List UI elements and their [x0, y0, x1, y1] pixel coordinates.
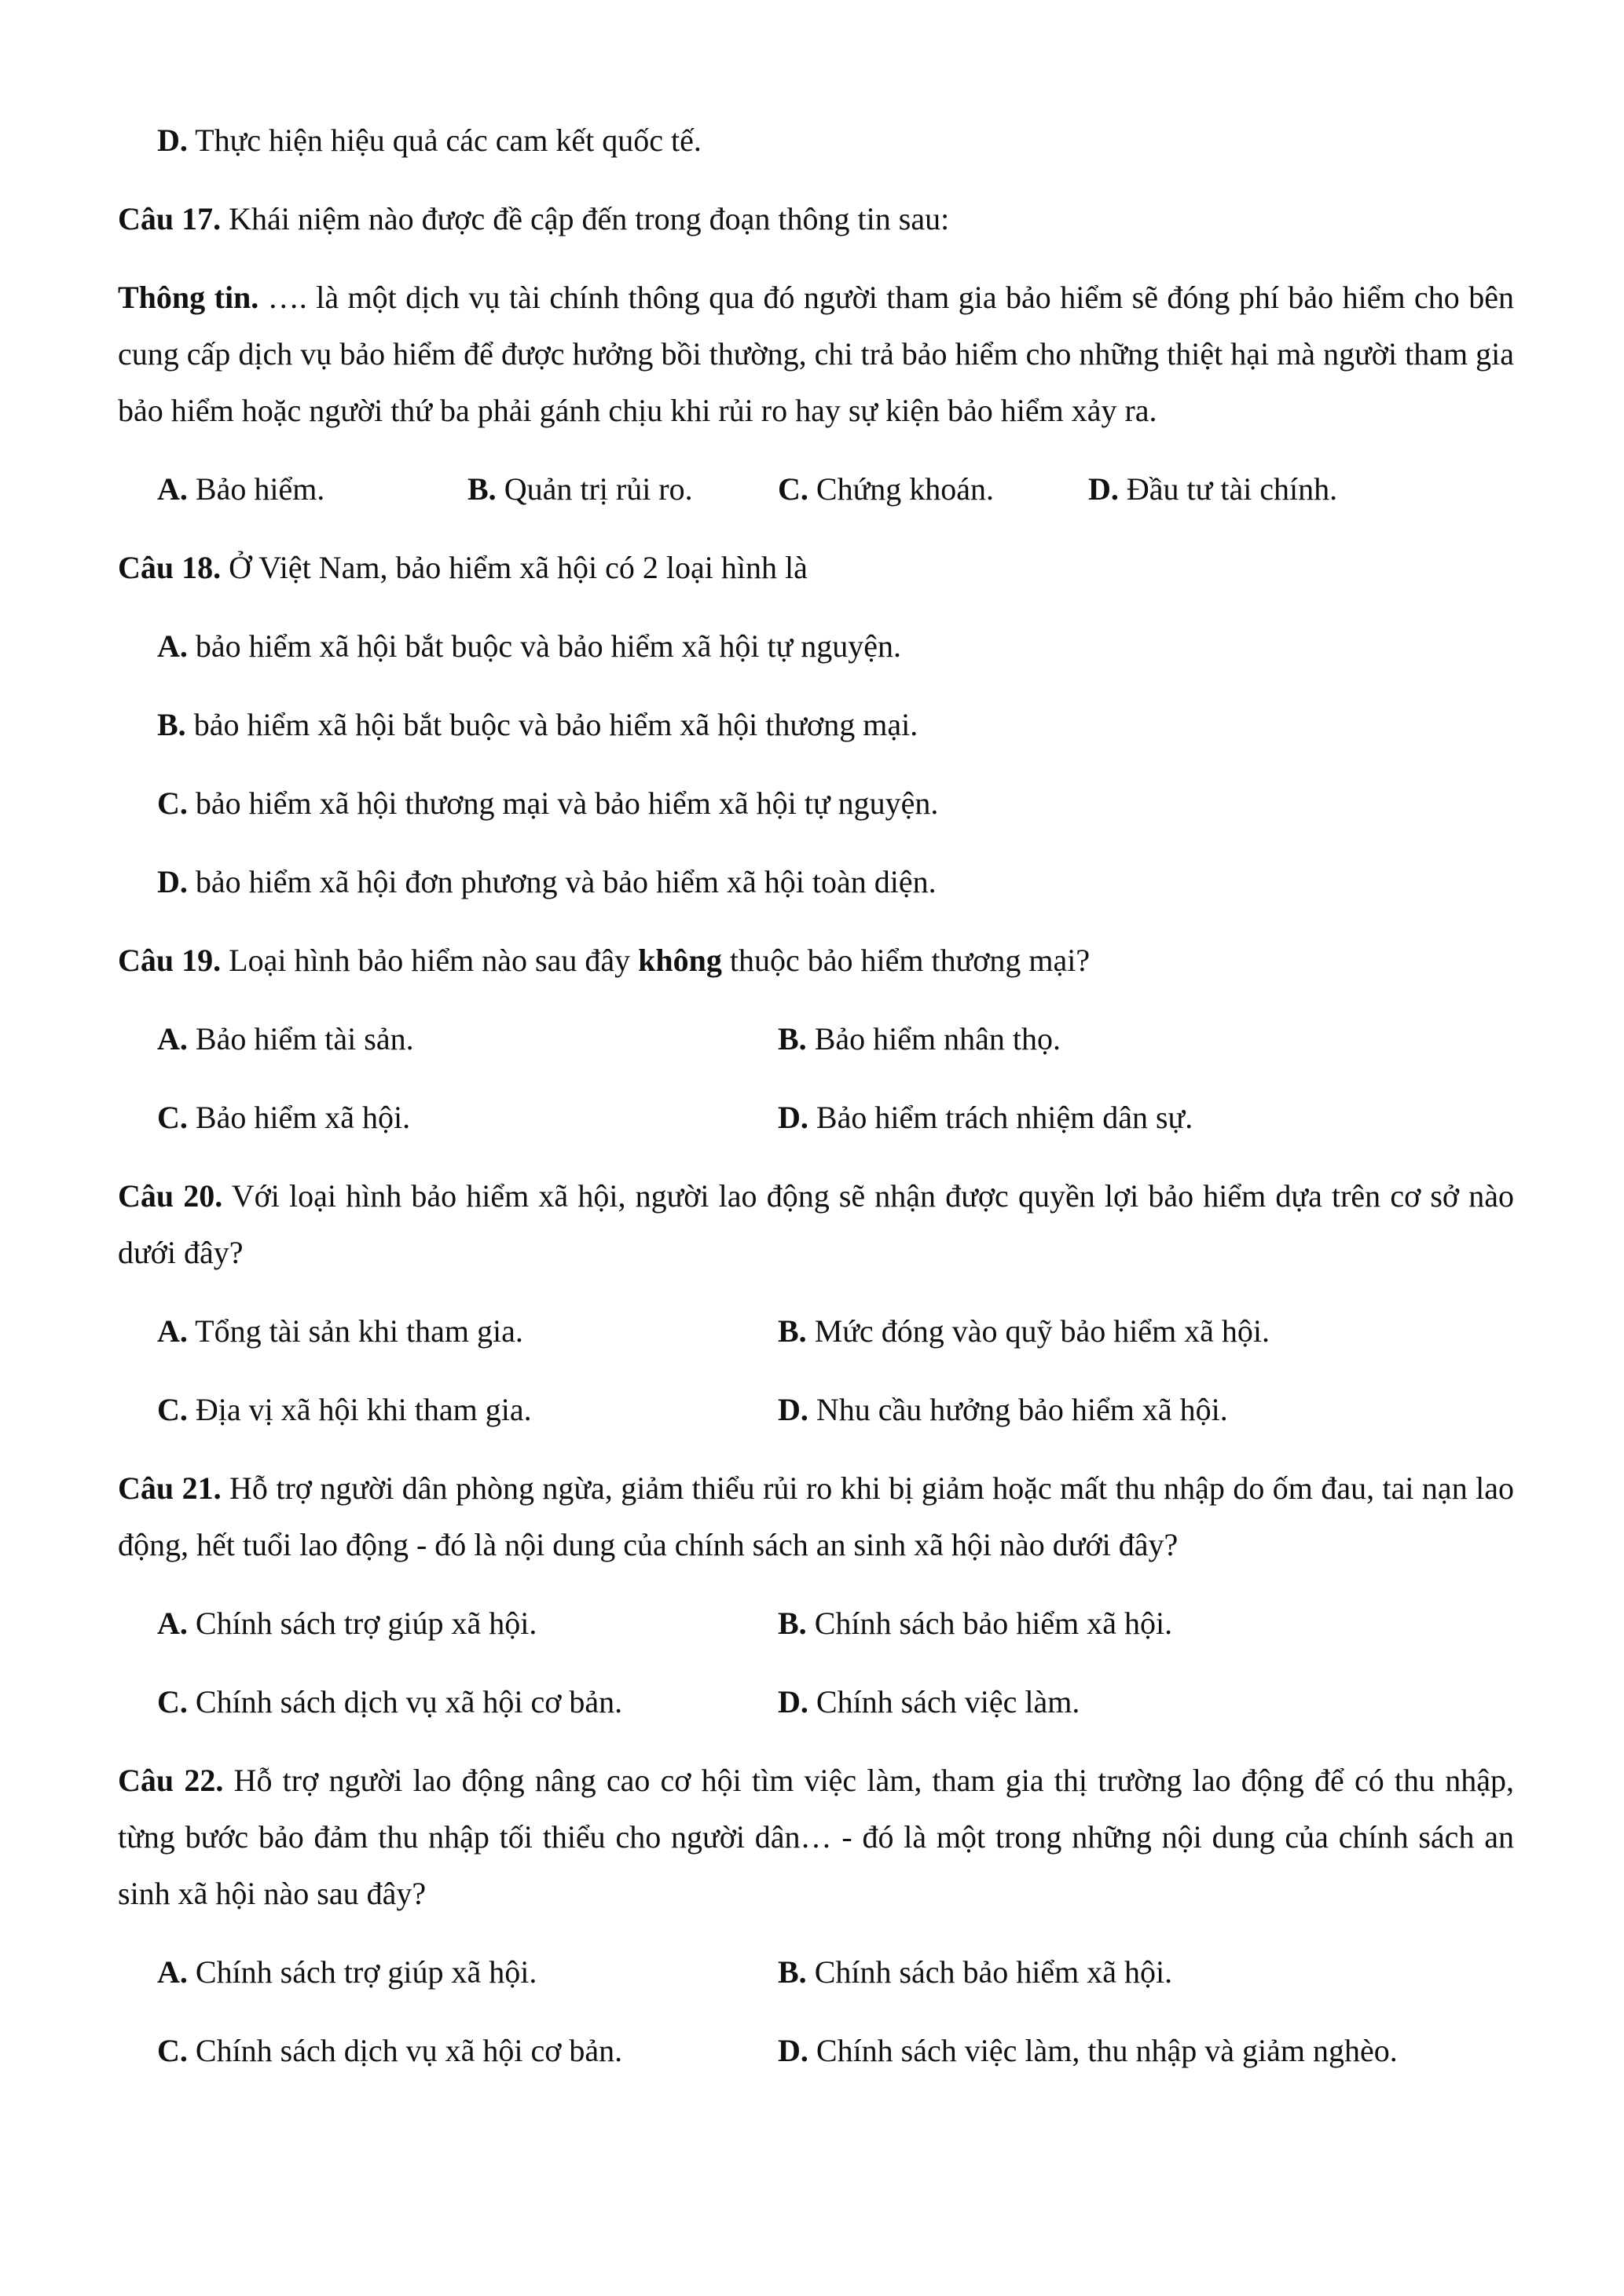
- option-letter: C.: [157, 2033, 188, 2068]
- option-letter: A.: [157, 1954, 188, 1990]
- option-text: Nhu cầu hưởng bảo hiểm xã hội.: [808, 1392, 1228, 1427]
- option-a: [157, 1303, 778, 1360]
- options-row: [118, 1303, 1514, 1360]
- question-22: [118, 1752, 1514, 1922]
- option-text: Chính sách bảo hiểm xã hội.: [806, 1954, 1173, 1990]
- option-letter: D.: [1088, 471, 1119, 507]
- question-label: Câu 22.: [118, 1763, 224, 1798]
- info-text: …. là một dịch vụ tài chính thông qua đó người tham gia bảo hiểm sẽ đóng phí bảo hiểm cho bên cung cấp dịch vụ bảo hiểm để được hưởng bồi thường, chi trả bảo hiểm cho những thiệt hại mà người tham gia bảo hiểm hoặc người thứ ba phải gánh chịu khi rủi ro hay sự kiện bảo hiểm xảy ra.: [118, 280, 1514, 428]
- option-a: [157, 461, 467, 518]
- option-letter: B.: [778, 1954, 807, 1990]
- question-21: [118, 1460, 1514, 1573]
- option-letter: C.: [778, 471, 808, 507]
- option-letter: C.: [157, 1684, 188, 1719]
- options-row: [118, 1674, 1514, 1730]
- option-b: [778, 1944, 1172, 2001]
- option-c: [778, 461, 1088, 518]
- option-text: Chính sách bảo hiểm xã hội.: [806, 1606, 1173, 1641]
- option-c: [157, 1382, 778, 1438]
- option-a: [118, 618, 1514, 675]
- question-text: Hỗ trợ người lao động nâng cao cơ hội tìm việc làm, tham gia thị trường lao động để có thu nhập, từng bước bảo đảm thu nhập tối thiểu cho người dân… - đó là một trong những nội dung của chính sách an sinh xã hội nào sau đây?: [118, 1763, 1514, 1911]
- option-text: Tổng tài sản khi tham gia.: [187, 1313, 523, 1349]
- option-text: Bảo hiểm tài sản.: [187, 1021, 414, 1056]
- options-row: [118, 461, 1514, 518]
- option-text: Thực hiện hiệu quả các cam kết quốc tế.: [187, 123, 702, 158]
- options-row: [118, 1595, 1514, 1652]
- options-row: [118, 1089, 1514, 1146]
- option-a: [157, 1944, 778, 2001]
- options-row: [118, 1382, 1514, 1438]
- question-text: Loại hình bảo hiểm nào sau đây: [221, 943, 639, 978]
- option-text: Bảo hiểm xã hội.: [187, 1100, 411, 1135]
- option-letter: D.: [778, 1100, 808, 1135]
- info-label: Thông tin.: [118, 280, 259, 315]
- question-17: [118, 191, 1514, 247]
- option-text: Chính sách việc làm.: [808, 1684, 1080, 1719]
- option-letter: B.: [778, 1021, 807, 1056]
- option-text: Đầu tư tài chính.: [1118, 471, 1338, 507]
- option-letter: C.: [157, 785, 188, 821]
- question-label: Câu 20.: [118, 1178, 223, 1214]
- question-text: Ở Việt Nam, bảo hiểm xã hội có 2 loại hình là: [221, 550, 808, 585]
- question-text: Với loại hình bảo hiểm xã hội, người lao động sẽ nhận được quyền lợi bảo hiểm dựa trên cơ sở nào dưới đây?: [118, 1178, 1514, 1270]
- option-c: [157, 2023, 778, 2079]
- option-b: [118, 697, 1514, 753]
- option-text: Chính sách việc làm, thu nhập và giảm nghèo.: [808, 2033, 1398, 2068]
- option-text: Bảo hiểm nhân thọ.: [806, 1021, 1061, 1056]
- option-text: Chứng khoán.: [808, 471, 995, 507]
- question-label: Câu 17.: [118, 201, 222, 236]
- option-d: [778, 1674, 1080, 1730]
- option-letter: A.: [157, 628, 188, 664]
- option-d: [1088, 461, 1399, 518]
- option-letter: A.: [157, 1313, 188, 1349]
- question-18: [118, 540, 1514, 596]
- option-text: Chính sách trợ giúp xã hội.: [187, 1954, 537, 1990]
- option-letter: B.: [157, 707, 186, 742]
- option-text: Bảo hiểm trách nhiệm dân sự.: [808, 1100, 1193, 1135]
- option-letter: D.: [778, 1392, 808, 1427]
- info-passage: [118, 269, 1514, 439]
- option-d: [118, 854, 1514, 910]
- option-d: [778, 1382, 1228, 1438]
- option-text: Bảo hiểm.: [187, 471, 325, 507]
- option-letter: D.: [157, 123, 188, 158]
- option-text: Địa vị xã hội khi tham gia.: [187, 1392, 532, 1427]
- option-b: [467, 461, 778, 518]
- option-letter: B.: [778, 1313, 807, 1349]
- option-text: Chính sách dịch vụ xã hội cơ bản.: [187, 2033, 623, 2068]
- question-emphasis: không: [638, 943, 722, 978]
- option-c: [157, 1089, 778, 1146]
- option-text: Quản trị rủi ro.: [496, 471, 693, 507]
- option-d: [778, 1089, 1193, 1146]
- option-letter: B.: [778, 1606, 807, 1641]
- option-text: bảo hiểm xã hội bắt buộc và bảo hiểm xã hội tự nguyện.: [187, 628, 902, 664]
- question-label: Câu 19.: [118, 943, 222, 978]
- option-b: [778, 1303, 1270, 1360]
- option-text: bảo hiểm xã hội thương mại và bảo hiểm xã hội tự nguyện.: [187, 785, 939, 821]
- question-20: [118, 1168, 1514, 1281]
- option-text: Mức đóng vào quỹ bảo hiểm xã hội.: [806, 1313, 1270, 1349]
- question-text-end: thuộc bảo hiểm thương mại?: [721, 943, 1091, 978]
- option-letter: A.: [157, 1606, 188, 1641]
- option-b: [778, 1011, 1061, 1067]
- question-text: Khái niệm nào được đề cập đến trong đoạn thông tin sau:: [221, 201, 950, 236]
- option-b: [778, 1595, 1172, 1652]
- option-letter: D.: [778, 1684, 808, 1719]
- option-letter: B.: [467, 471, 497, 507]
- options-row: [118, 1944, 1514, 2001]
- options-row: [118, 1011, 1514, 1067]
- option-a: [157, 1011, 778, 1067]
- option-c: [157, 1674, 778, 1730]
- option-letter: A.: [157, 471, 188, 507]
- question-19: [118, 932, 1514, 989]
- option-c: [118, 775, 1514, 832]
- option-text: bảo hiểm xã hội bắt buộc và bảo hiểm xã hội thương mại.: [185, 707, 918, 742]
- question-label: Câu 18.: [118, 550, 222, 585]
- option-letter: C.: [157, 1100, 188, 1135]
- option-text: Chính sách trợ giúp xã hội.: [187, 1606, 537, 1641]
- option-letter: D.: [157, 864, 188, 899]
- option-letter: A.: [157, 1021, 188, 1056]
- option-letter: C.: [157, 1392, 188, 1427]
- option-a: [157, 1595, 778, 1652]
- option-d: [778, 2023, 1398, 2079]
- question-text: Hỗ trợ người dân phòng ngừa, giảm thiểu rủi ro khi bị giảm hoặc mất thu nhập do ốm đau, tai nạn lao động, hết tuổi lao động - đó là nội dung của chính sách an sinh xã hội nào dưới đây?: [118, 1470, 1514, 1562]
- option-text: bảo hiểm xã hội đơn phương và bảo hiểm xã hội toàn diện.: [187, 864, 937, 899]
- option-text: Chính sách dịch vụ xã hội cơ bản.: [187, 1684, 623, 1719]
- option-letter: D.: [778, 2033, 808, 2068]
- options-row: [118, 2023, 1514, 2079]
- question-label: Câu 21.: [118, 1470, 222, 1506]
- option-d-previous-question: [118, 112, 1514, 169]
